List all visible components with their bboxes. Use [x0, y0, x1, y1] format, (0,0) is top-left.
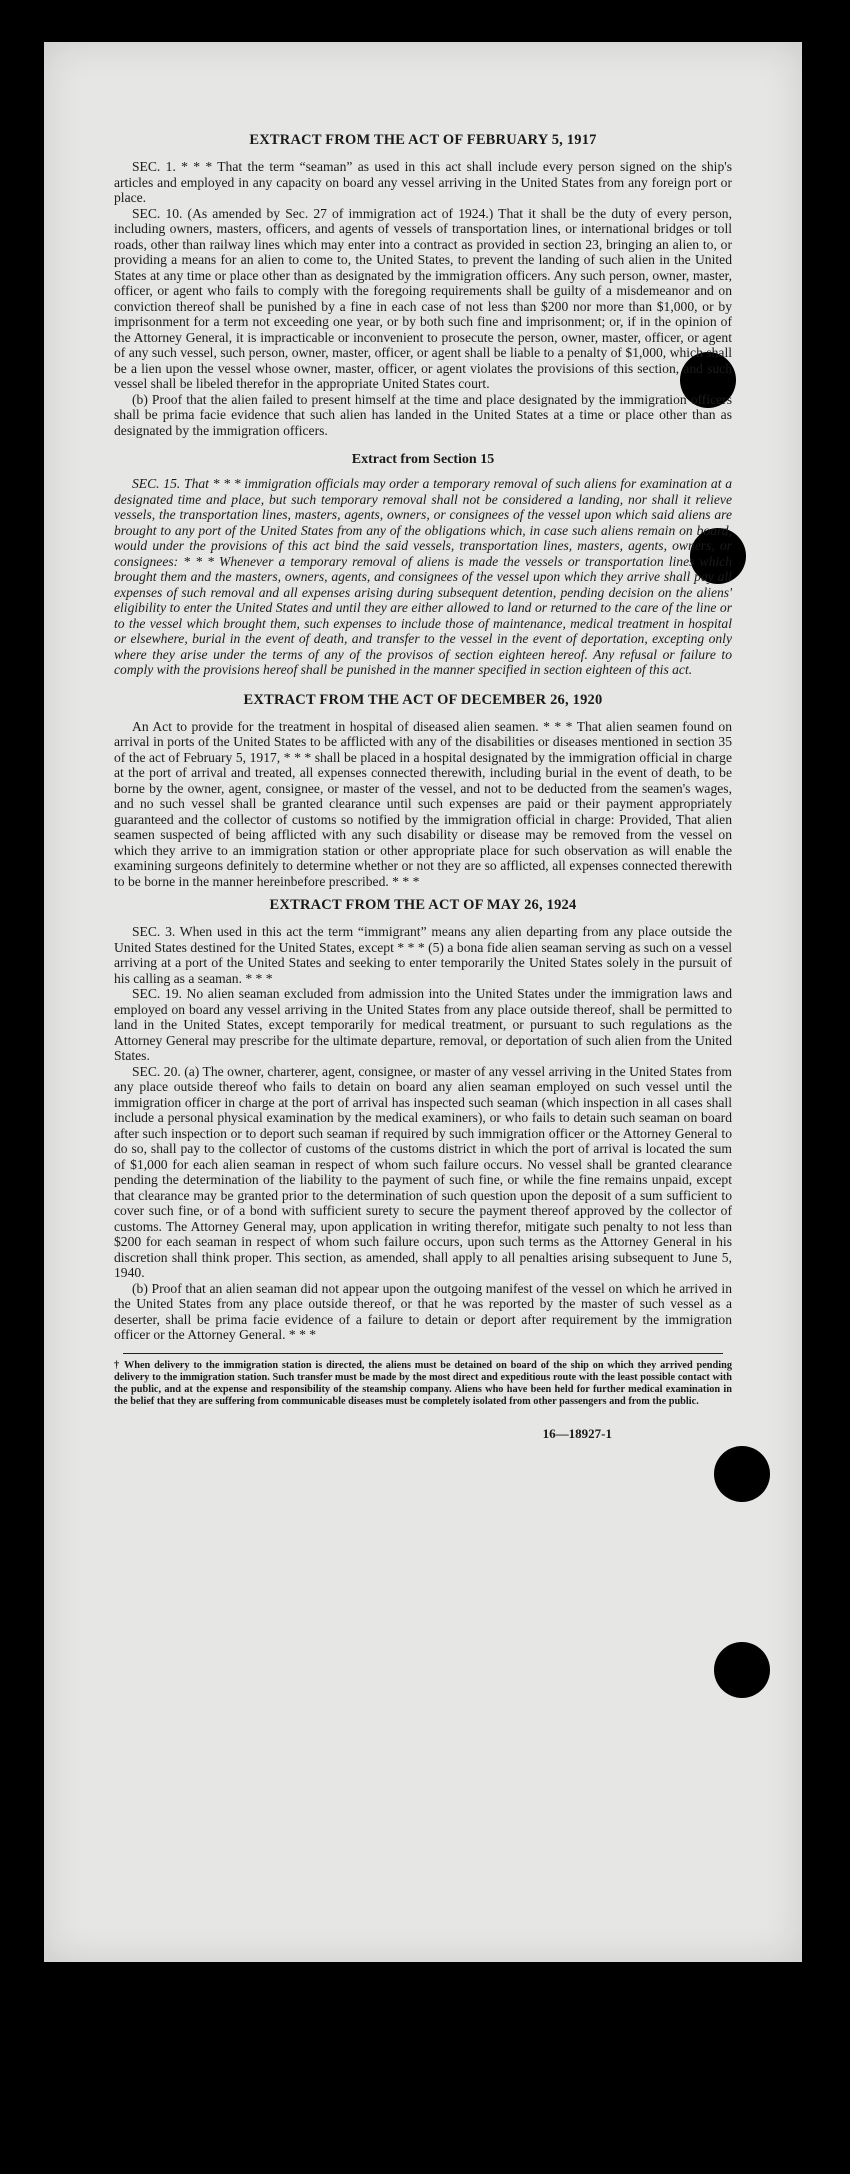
paragraph-sec-10: SEC. 10. (As amended by Sec. 27 of immigration act of 1924.) That it shall be the duty of every person, including owners, masters, officers, and agents of vessels of transportation lines, or international bridges or toll roads, other than railway lines which may enter into a contract as provided in section 23, bringing an alien to, or providing a means for an alien to come to, the United States, to prevent the landing of such alien in the United States at any time or place other than as designated by the immigration officers. Any such person, owner, master, officer, or agent who fails to comply with the foregoing requirements shall be guilty of a misdemeanor and on conviction thereof shall be punished by a fine in each case of not less than $200 nor more than $1,000, or by imprisonment for a term not exceeding one year, or by both such fine and imprisonment; or, if in the opinion of the Attorney General, it is impracticable or inconvenient to prosecute the person, owner, master, officer, or agent of any such vessel, such person, owner, master, officer, or agent shall be liable to a penalty of $1,000, which shall be a lien upon the vessel whose owner, master, officer, or agent violates the provisions of this section, and such vessel shall be libeled therefor in the appropriate United States court.	[114, 205, 732, 391]
paragraph-sec-3: SEC. 3. When used in this act the term “immigrant” means any alien departing from any place outside the United States destined for the United States, except * * * (5) a bona fide alien seaman serving as such on a vessel arriving at a port of the United States and seeking to enter temporarily the United States solely in the pursuit of his calling as a seaman. * * *	[114, 924, 732, 986]
paragraph-sec-20b: (b) Proof that an alien seaman did not appear upon the outgoing manifest of the vessel on which he arrived in the United States from any place outside thereof, or that he was reported by the master of such vessel as a deserter, shall be prima facie evidence of a failure to detain or deport after requirement by the immigration officer or the Attorney General. * * *	[114, 1280, 732, 1342]
paragraph-sec-20a: SEC. 20. (a) The owner, charterer, agent, consignee, or master of any vessel arriving in the United States from any place outside thereof who fails to detain on board any alien seaman employed on such vessel until the immigration officer in charge at the port of arrival has inspected such seaman (which inspection in all cases shall include a personal physical examination by the medical examiners), or who fails to detain such seaman on board after such inspection or to deport such seaman if required by such immigration officer or the Attorney General to do so, shall pay to the collector of customs of the customs district in which the port of arrival is located the sum of $1,000 for each alien seaman in respect of whom such failure occurs. No vessel shall be granted clearance pending the determination of the liability to the payment of such fine, or while the fine remains unpaid, except that clearance may be granted prior to the determination of such question upon the deposit of a sum sufficient to cover such fine, or of a bond with sufficient surety to secure the payment thereof approved by the collector of customs. The Attorney General may, upon application in writing therefor, mitigate such penalty to not less than $200 for each seaman in respect of whom such failure occurs, upon such terms as the Attorney General in his discretion shall think proper. This section, as amended, shall apply to all penalties arising subsequent to June 5, 1940.	[114, 1063, 732, 1280]
section-heading-sec-15: Extract from Section 15	[351, 452, 495, 467]
document-body	[114, 132, 732, 1442]
section-heading-1924: EXTRACT FROM THE ACT OF MAY 26, 1924	[269, 897, 577, 913]
section-heading-1917: EXTRACT FROM THE ACT OF FEBRUARY 5, 1917	[249, 132, 597, 148]
section-heading-1920: EXTRACT FROM THE ACT OF DECEMBER 26, 1920	[243, 691, 603, 708]
print-code: 16—18927-1	[542, 1426, 612, 1442]
paragraph-sec-19: SEC. 19. No alien seaman excluded from admission into the United States under the immigration laws and employed on board any vessel arriving in the United States from any place outside thereof, shall be permitted to land in the United States, except temporarily for medical treatment, or pursuant to such regulations as the Attorney General may prescribe for the ultimate departure, removal, or deportation of such alien from the United States.	[114, 986, 732, 1063]
punch-hole	[714, 1446, 770, 1502]
scanned-page	[44, 42, 802, 1962]
footnote: † When delivery to the immigration station is directed, the aliens must be detained on board of the ship on which they arrived pending delivery to the immigration station. Such transfer must be made by the most direct and expeditious route with the least possible contact with the public, and at the expense and responsibility of the steamship company. Aliens who have been held for further medical examination in the belief that they are suffering from communicable diseases must be completely isolated from other passengers and from the public.	[114, 1359, 732, 1408]
paragraph-sec-15: SEC. 15. That * * * immigration officials may order a temporary removal of such aliens for examination at a designated time and place, but such temporary removal shall not be considered a landing, nor shall it relieve vessels, the transportation lines, masters, agents, owners, or consignees of the vessel upon which said aliens are brought to any port of the United States from any of the obligations which, in case such aliens remain on board, would under the provisions of this act bind the said vessels, transportation lines, masters, agents, owners, or consignees: * * * Whenever a temporary removal of aliens is made the vessels or transportation lines which brought them and the masters, owners, agents, and consignees of the vessel upon which they arrive shall pay all expenses of such removal and all expenses arising during subsequent detention, pending decision on the aliens' eligibility to enter the United States and until they are either allowed to land or returned to the care of the line or to the vessel which brought them, such expenses to include those of maintenance, medical treatment in hospital or elsewhere, burial in the event of death, and transfer to the vessel in the event of deportation, excepting only where they arise under the terms of any of the provisos of section eighteen hereof. Any refusal or failure to comply with the provisions hereof shall be punished in the manner specified in section eighteen of this act.	[114, 476, 732, 677]
paragraph-sec-1: SEC. 1. * * * That the term “seaman” as used in this act shall include every person signed on the ship's articles and employed in any capacity on board any vessel arriving in the United States from any foreign port or place.	[114, 159, 732, 205]
footnote-divider	[123, 1353, 723, 1354]
punch-hole	[714, 1642, 770, 1698]
paragraph-1920-act: An Act to provide for the treatment in hospital of diseased alien seamen. * * * That alien seamen found on arrival in ports of the United States to be afflicted with any of the disabilities or diseases mentioned in section 35 of the act of February 5, 1917, * * * shall be placed in a hospital designated by the immigration official in charge at the port of arrival and treated, all expenses connected therewith, including burial in the event of death, to be borne by the owner, agent, consignee, or master of the vessel, and not to be deducted from the seamen's wages, and no such vessel shall be granted clearance until such expenses are paid or their payment appropriately guaranteed and the collector of customs so notified by the immigration official in charge: Provided, That alien seamen suspected of being afflicted with any such disability or disease may be removed from the vessel on which they arrive to an immigration station or other appropriate place for such observation as will enable the examining surgeons definitely to determine whether or not they are so afflicted, all expenses connected therewith to be borne in the manner hereinbefore prescribed. * * *	[114, 718, 732, 889]
paragraph-sec-10b: (b) Proof that the alien failed to present himself at the time and place designated by the immigration officers shall be prima facie evidence that such alien has landed in the United States at a time or place other than as designated by the immigration officers.	[114, 391, 732, 438]
